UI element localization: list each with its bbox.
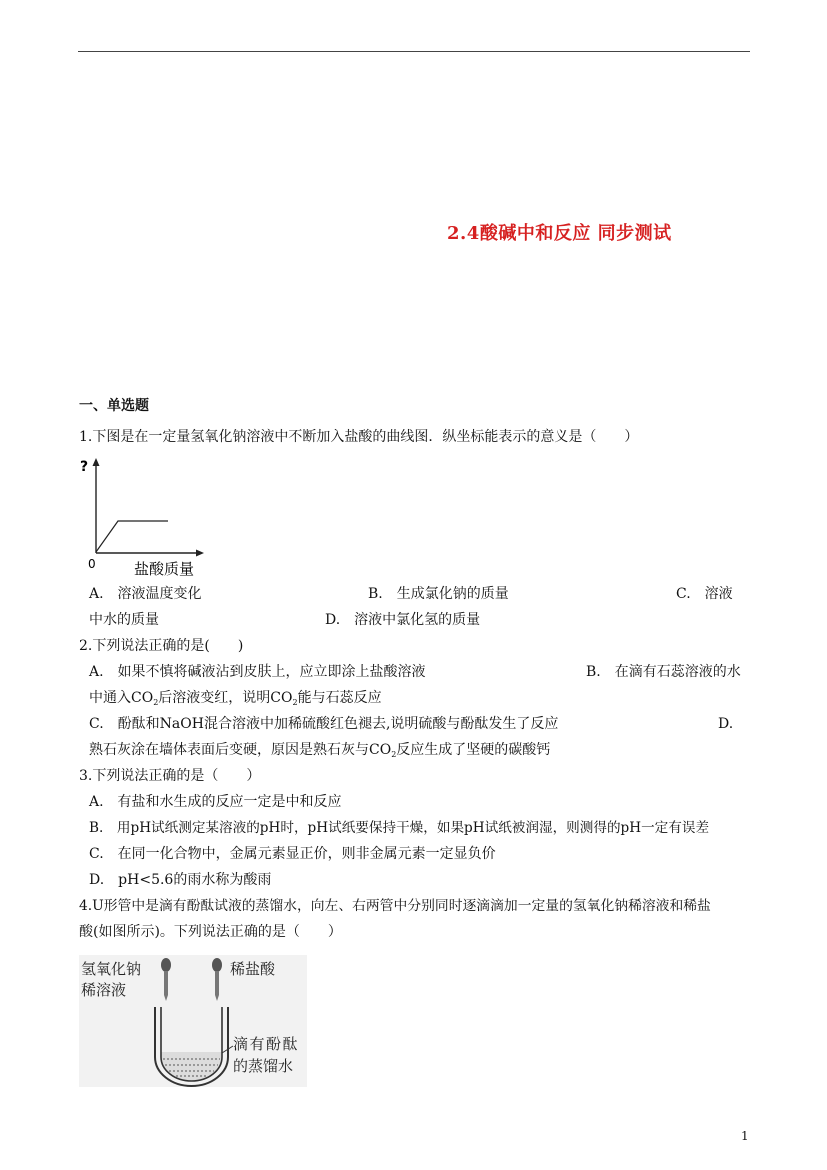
- q1-option-c: C. 溶液: [676, 586, 733, 602]
- q2-option-d-cont: 熟石灰涂在墙体表面后变硬，原因是熟石灰与$CO_2$反应生成了坚硬的碳酸钙: [89, 742, 551, 759]
- q4-label-water-1: 滴有酚酞: [233, 1035, 300, 1053]
- q1-graph-x-label: 盐酸质量: [134, 560, 195, 578]
- q4-stem-line1: 4.U形管中是滴有酚酞试液的蒸馏水，向左、右两管中分别同时逐滴滴加一定量的氢氧化钠稀溶液和稀盐: [79, 898, 711, 914]
- q1-stem: 1.下图是在一定量氢氧化钠溶液中不断加入盐酸的曲线图．纵坐标能表示的意义是（ ）: [79, 429, 639, 445]
- q3-option-d: D. pH<5.6的雨水称为酸雨: [89, 872, 272, 888]
- q1-graph-figure: [80, 455, 210, 580]
- q2-option-a: A. 如果不慎将碱液沾到皮肤上，应立即涂上盐酸溶液: [89, 664, 426, 680]
- page-number: 1: [741, 1129, 749, 1143]
- page-title: 2.4酸碱中和反应 同步测试: [447, 223, 672, 244]
- q1-option-a: A. 溶液温度变化: [89, 586, 202, 602]
- q4-label-naoh-1: 氢氧化钠: [81, 960, 142, 978]
- q1-graph-origin: 0: [88, 557, 96, 571]
- q3-option-c: C. 在同一化合物中，金属元素显正价，则非金属元素一定显负价: [89, 846, 496, 862]
- q4-label-hcl: 稀盐酸: [230, 960, 276, 978]
- q1-option-d: D. 溶液中氯化氢的质量: [325, 612, 481, 628]
- q1-option-c-cont: 中水的质量: [89, 612, 159, 628]
- q4-label-water-2: 的蒸馏水: [233, 1057, 294, 1075]
- q3-stem: 3.下列说法正确的是（ ）: [79, 768, 261, 784]
- q1-option-b: B. 生成氯化钠的质量: [368, 586, 509, 602]
- q3-option-a: A. 有盐和水生成的反应一定是中和反应: [89, 794, 342, 810]
- q4-stem-line2: 酸(如图所示)。下列说法正确的是（ ）: [79, 924, 342, 940]
- q2-option-b: B. 在滴有石蕊溶液的水: [586, 664, 741, 680]
- q2-stem: 2.下列说法正确的是( ): [79, 638, 244, 654]
- q2-option-d: D.: [718, 716, 734, 732]
- header-rule: [78, 51, 750, 52]
- q4-u-tube-figure: [79, 955, 307, 1087]
- q2-option-c: C. 酚酞和NaOH混合溶液中加稀硫酸红色褪去,说明硫酸与酚酞发生了反应: [89, 716, 559, 732]
- q1-graph-y-label: ?: [80, 459, 89, 475]
- q4-label-naoh-2: 稀溶液: [81, 981, 127, 999]
- section-heading: 一、单选题: [79, 398, 149, 414]
- q3-option-b: B. 用pH试纸测定某溶液的pH时，pH试纸要保持干燥，如果pH试纸被润湿，则测得的pH一定有误差: [89, 820, 710, 836]
- q2-option-b-cont: 中通入$CO_2$后溶液变红，说明$CO_2$能与石蕊反应: [89, 690, 382, 707]
